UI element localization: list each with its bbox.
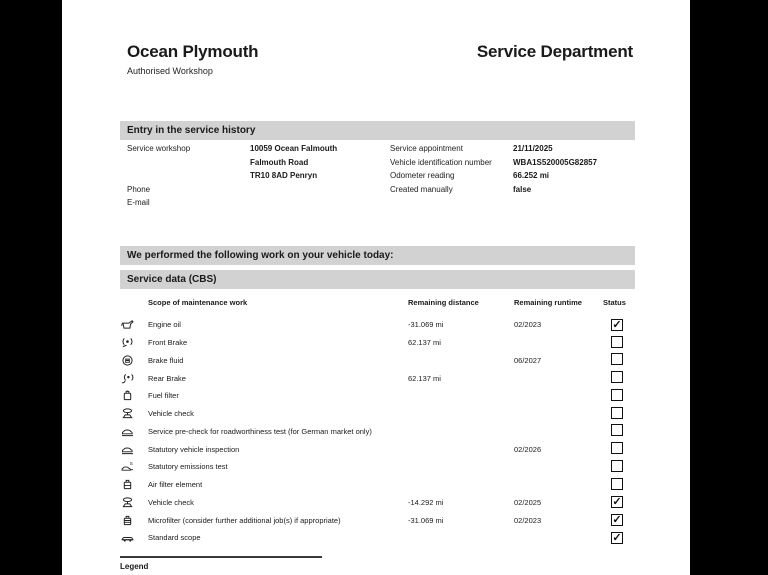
- info-row: [127, 183, 377, 197]
- table-row: [120, 423, 690, 441]
- info-row: [390, 142, 640, 156]
- remaining-distance-value: 62.137 mi: [408, 373, 441, 383]
- air-filter-icon: [120, 479, 148, 490]
- table-row: [120, 387, 690, 405]
- table-row: [120, 316, 690, 334]
- maintenance-item-label: Statutory emissions test: [148, 462, 228, 472]
- table-row: [120, 458, 690, 476]
- table-row: [120, 476, 690, 494]
- maintenance-item-label: Brake fluid: [148, 355, 184, 365]
- status-checkbox[interactable]: [611, 407, 623, 419]
- info-label: Odometer reading: [390, 171, 455, 181]
- maintenance-item-label: Fuel filter: [148, 391, 179, 401]
- workshop-subtitle: Authorised Workshop: [127, 66, 213, 76]
- info-label: Phone: [127, 184, 151, 194]
- maintenance-item-label: Vehicle check: [148, 497, 194, 507]
- status-checkbox[interactable]: [611, 389, 623, 401]
- svg-text:S: S: [129, 461, 133, 467]
- remaining-distance-value: -31.069 mi: [408, 320, 444, 330]
- info-label: Created manually: [390, 184, 453, 194]
- workshop-name: Ocean Plymouth: [127, 42, 259, 61]
- maintenance-item-label: Microfilter (consider further additional job(s) if appropriate): [148, 515, 341, 525]
- section-service-data-header: Service data (CBS): [120, 270, 635, 289]
- remaining-distance-value: -31.069 mi: [408, 515, 444, 525]
- info-value: 66.252 mi: [513, 171, 550, 181]
- status-checkbox[interactable]: [611, 353, 623, 365]
- info-row: [127, 156, 377, 170]
- table-row: [120, 369, 690, 387]
- maintenance-item-label: Statutory vehicle inspection: [148, 444, 240, 454]
- maintenance-item-label: Service pre-check for roadworthiness test (for German market only): [148, 426, 372, 436]
- maintenance-item-label: Front Brake: [148, 338, 188, 348]
- status-checkbox[interactable]: [611, 460, 623, 472]
- maintenance-item-label: Vehicle check: [148, 409, 194, 419]
- maintenance-item-label: Air filter element: [148, 480, 203, 490]
- table-row: [120, 529, 690, 547]
- legend-divider: [120, 556, 322, 558]
- table-row: [120, 405, 690, 423]
- emissions-icon: [120, 461, 148, 472]
- info-label: Service workshop: [127, 144, 191, 154]
- status-checkbox[interactable]: ✓: [612, 318, 622, 331]
- col-runtime-header: Remaining runtime: [514, 297, 582, 307]
- status-checkbox[interactable]: [611, 371, 623, 383]
- vehicle-lift-icon: [120, 408, 148, 419]
- maintenance-item-label: Standard scope: [148, 533, 201, 543]
- table-header-row: [120, 295, 690, 309]
- vehicle-lift-icon: [120, 497, 148, 508]
- status-checkbox[interactable]: ✓: [612, 514, 622, 527]
- table-row: [120, 511, 690, 529]
- info-row: [127, 169, 377, 183]
- status-checkbox[interactable]: [611, 424, 623, 436]
- status-checkbox[interactable]: [611, 442, 623, 454]
- status-checkbox[interactable]: ✓: [612, 531, 622, 544]
- oil-can-icon: [120, 319, 148, 330]
- info-row: [390, 156, 640, 170]
- info-value: false: [513, 184, 532, 194]
- status-checkbox[interactable]: [611, 478, 623, 490]
- fuel-filter-icon: [120, 390, 148, 401]
- status-checkbox[interactable]: ✓: [612, 496, 622, 509]
- maintenance-item-label: Rear Brake: [148, 373, 186, 383]
- remaining-runtime-value: 02/2025: [514, 497, 542, 507]
- info-label: E-mail: [127, 198, 150, 208]
- maintenance-item-label: Engine oil: [148, 320, 181, 330]
- info-value: Falmouth Road: [250, 157, 309, 167]
- roadworthiness-icon: [120, 426, 148, 437]
- remaining-runtime-value: 06/2027: [514, 355, 542, 365]
- col-distance-header: Remaining distance: [408, 297, 479, 307]
- info-value: 21/11/2025: [513, 144, 553, 154]
- section-entry-header: Entry in the service history: [120, 121, 635, 140]
- front-brake-icon: [120, 337, 148, 348]
- remaining-runtime-value: 02/2023: [514, 320, 542, 330]
- col-scope-header: Scope of maintenance work: [148, 297, 248, 307]
- info-label: Vehicle identification number: [390, 157, 492, 167]
- info-row: [390, 183, 640, 197]
- info-row: [127, 142, 377, 156]
- table-row: [120, 440, 690, 458]
- rear-brake-icon: [120, 373, 148, 384]
- service-document-page: [62, 0, 690, 575]
- table-row: [120, 352, 690, 370]
- remaining-distance-value: 62.137 mi: [408, 338, 441, 348]
- info-value: 10059 Ocean Falmouth: [250, 144, 338, 154]
- table-row: [120, 494, 690, 512]
- info-value: WBA1S520005G82857: [513, 157, 598, 167]
- remaining-runtime-value: 02/2023: [514, 515, 542, 525]
- info-row: [127, 196, 377, 210]
- remaining-distance-value: -14.292 mi: [408, 497, 444, 507]
- info-row: [390, 169, 640, 183]
- legend-label: Legend: [120, 562, 149, 571]
- department-title: Service Department: [476, 42, 633, 61]
- remaining-runtime-value: 02/2026: [514, 444, 542, 454]
- car-icon: [120, 532, 148, 543]
- info-value: TR10 8AD Penryn: [250, 171, 318, 181]
- workshop-info-column: [127, 142, 377, 210]
- brake-fluid-icon: [120, 355, 148, 366]
- inspection-icon: [120, 444, 148, 455]
- info-label: Service appointment: [390, 144, 463, 154]
- status-checkbox[interactable]: [611, 336, 623, 348]
- appointment-info-column: [390, 142, 640, 196]
- col-status-header: Status: [603, 297, 626, 307]
- section-work-header: We performed the following work on your vehicle today:: [120, 246, 635, 265]
- table-row: [120, 334, 690, 352]
- maintenance-table-body: [62, 316, 690, 547]
- microfilter-icon: [120, 515, 148, 526]
